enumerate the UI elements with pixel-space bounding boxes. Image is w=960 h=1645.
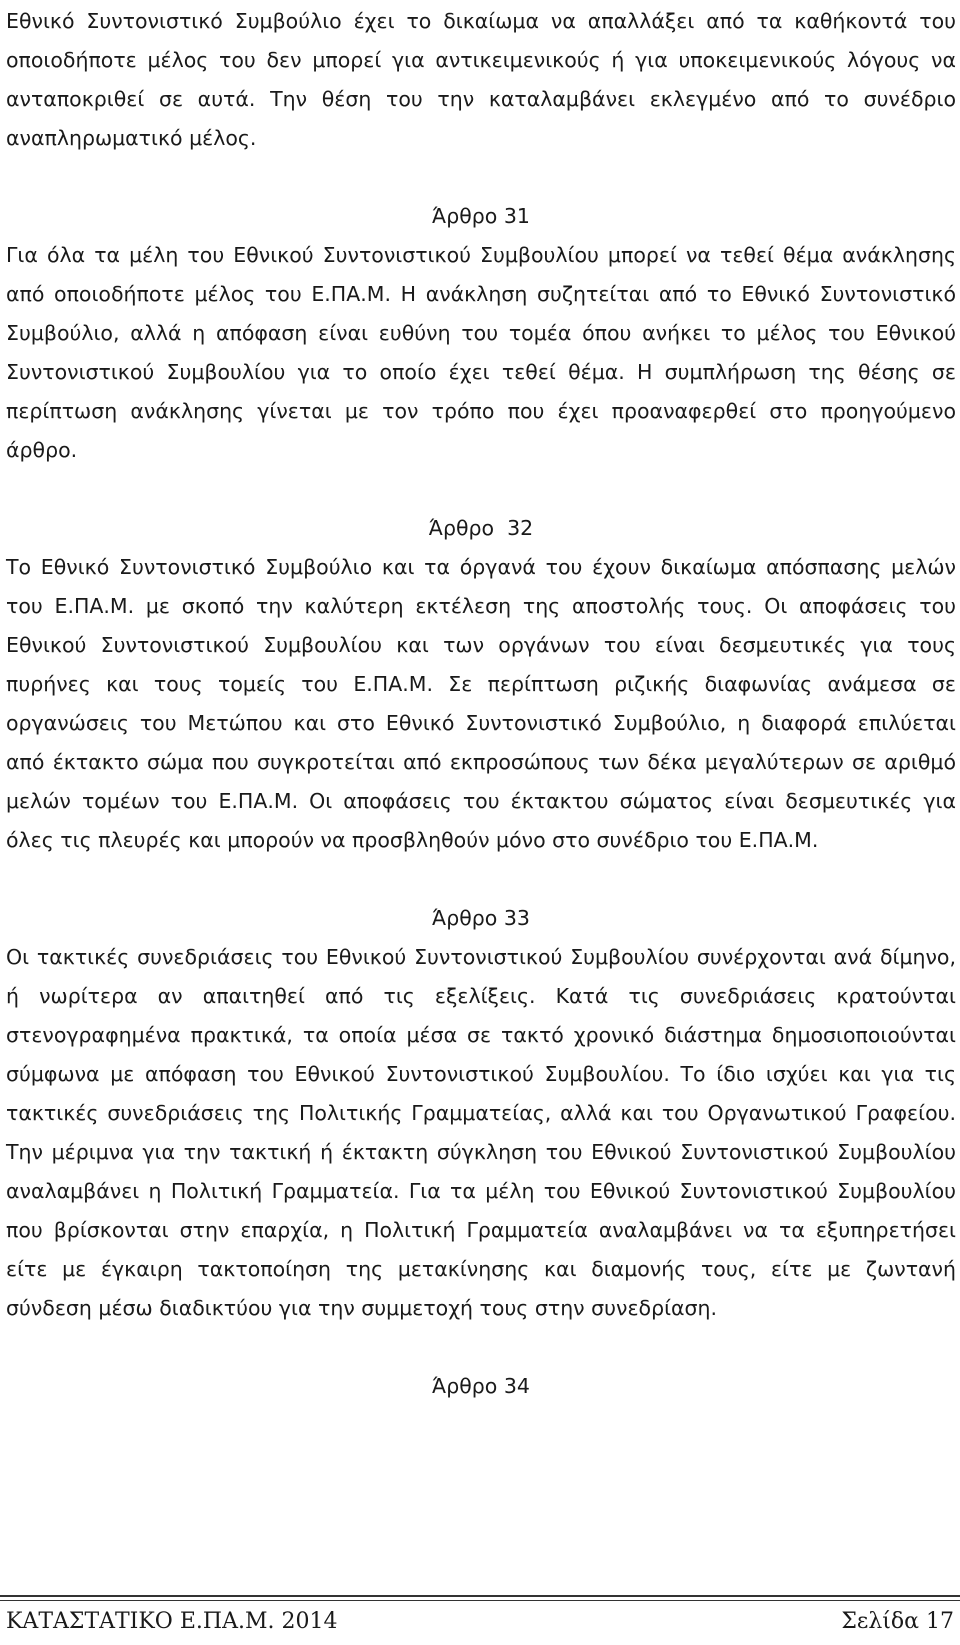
page-footer	[6, 1604, 954, 1640]
spacer	[6, 470, 956, 509]
article-31-title: Άρθρο 31	[432, 204, 530, 228]
article-32-title: Άρθρο 32	[428, 516, 534, 540]
article-34-title: Άρθρο 34	[432, 1374, 530, 1398]
intro-paragraph: Εθνικό Συντονιστικό Συμβούλιο έχει το δικαίωμα να απαλλάξει από τα καθήκοντά του οποιοδήποτε μέλος του δεν μπορεί για αντικειμενικούς ή για υποκειμενικούς λόγους να ανταποκριθεί σε αυτά. Την θέση του την καταλαμβάνει εκλεγμένο από το συνέδριο αναπληρωματικό μέλος.	[6, 9, 956, 150]
article-33-text: Οι τακτικές συνεδριάσεις του Εθνικού Συντονιστικού Συμβουλίου συνέρχονται ανά δίμηνο, ή νωρίτερα αν απαιτηθεί από τις εξελίξεις. Κατά τις συνεδριάσεις κρατούνται στενογραφημένα πρακτικά, τα οποία μέσα σε τακτό χρονικό διάστημα δημοσιοποιούνται σύμφωνα με απόφαση του Εθνικού Συντονιστικού Συμβουλίου. Το ίδιο ισχύει και για τις τακτικές συνεδριάσεις της Πολιτικής Γραμματείας, αλλά και του Οργανωτικού Γραφείου. Την μέριμνα για την τακτική ή έκτακτη σύγκληση του Εθνικού Συντονιστικού Συμβουλίου αναλαμβάνει η Πολιτική Γραμματεία. Για τα μέλη του Εθνικού Συντονιστικού Συμβουλίου που βρίσκονται στην επαρχία, η Πολιτική Γραμματεία αναλαμβάνει να τα εξυπηρετήσει είτε με έγκαιρη τακτοποίηση της μετακίνησης και διαμονής τους, είτε με ζωντανή σύνδεση μέσω διαδικτύου για την συμμετοχή τους στην συνεδρίαση.	[6, 945, 956, 1320]
spacer	[6, 860, 956, 899]
spacer	[6, 1328, 956, 1367]
spacer	[6, 158, 956, 197]
page-content	[6, 2, 956, 1406]
footer-page-number: Σελίδα 17	[841, 1609, 954, 1634]
footer-divider	[0, 1595, 960, 1601]
article-31-text: Για όλα τα μέλη του Εθνικού Συντονιστικού Συμβουλίου μπορεί να τεθεί θέμα ανάκλησης από οποιοδήποτε μέλος του Ε.ΠΑ.Μ. Η ανάκληση συζητείται από το Εθνικό Συντονιστικό Συμβούλιο, αλλά η απόφαση είναι ευθύνη του τομέα όπου ανήκει το μέλος του Εθνικού Συντονιστικού Συμβουλίου για το οποίο έχει τεθεί θέμα. Η συμπλήρωση της θέσης σε περίπτωση ανάκλησης γίνεται με τον τρόπο που έχει προαναφερθεί στο προηγούμενο άρθρο.	[6, 243, 956, 462]
footer-document-title: ΚΑΤΑΣΤΑΤΙΚΟ Ε.ΠΑ.Μ. 2014	[6, 1609, 338, 1634]
article-32-text: Το Εθνικό Συντονιστικό Συμβούλιο και τα όργανά του έχουν δικαίωμα απόσπασης μελών του Ε.ΠΑ.Μ. με σκοπό την καλύτερη εκτέλεση της αποστολής τους. Οι αποφάσεις του Εθνικού Συντονιστικού Συμβουλίου και των οργάνων του είναι δεσμευτικές για τους πυρήνες και τους τομείς του Ε.ΠΑ.Μ. Σε περίπτωση ριζικής διαφωνίας ανάμεσα σε οργανώσεις του Μετώπου και στο Εθνικό Συντονιστικό Συμβούλιο, η διαφορά επιλύεται από έκτακτο σώμα που συγκροτείται από εκπροσώπους των δέκα μεγαλύτερων σε αριθμό μελών τομέων του Ε.ΠΑ.Μ. Οι αποφάσεις του έκτακτου σώματος είναι δεσμευτικές για όλες τις πλευρές και μπορούν να προσβληθούν μόνο στο συνέδριο του Ε.ΠΑ.Μ.	[6, 555, 956, 852]
article-33-title: Άρθρο 33	[432, 906, 530, 930]
